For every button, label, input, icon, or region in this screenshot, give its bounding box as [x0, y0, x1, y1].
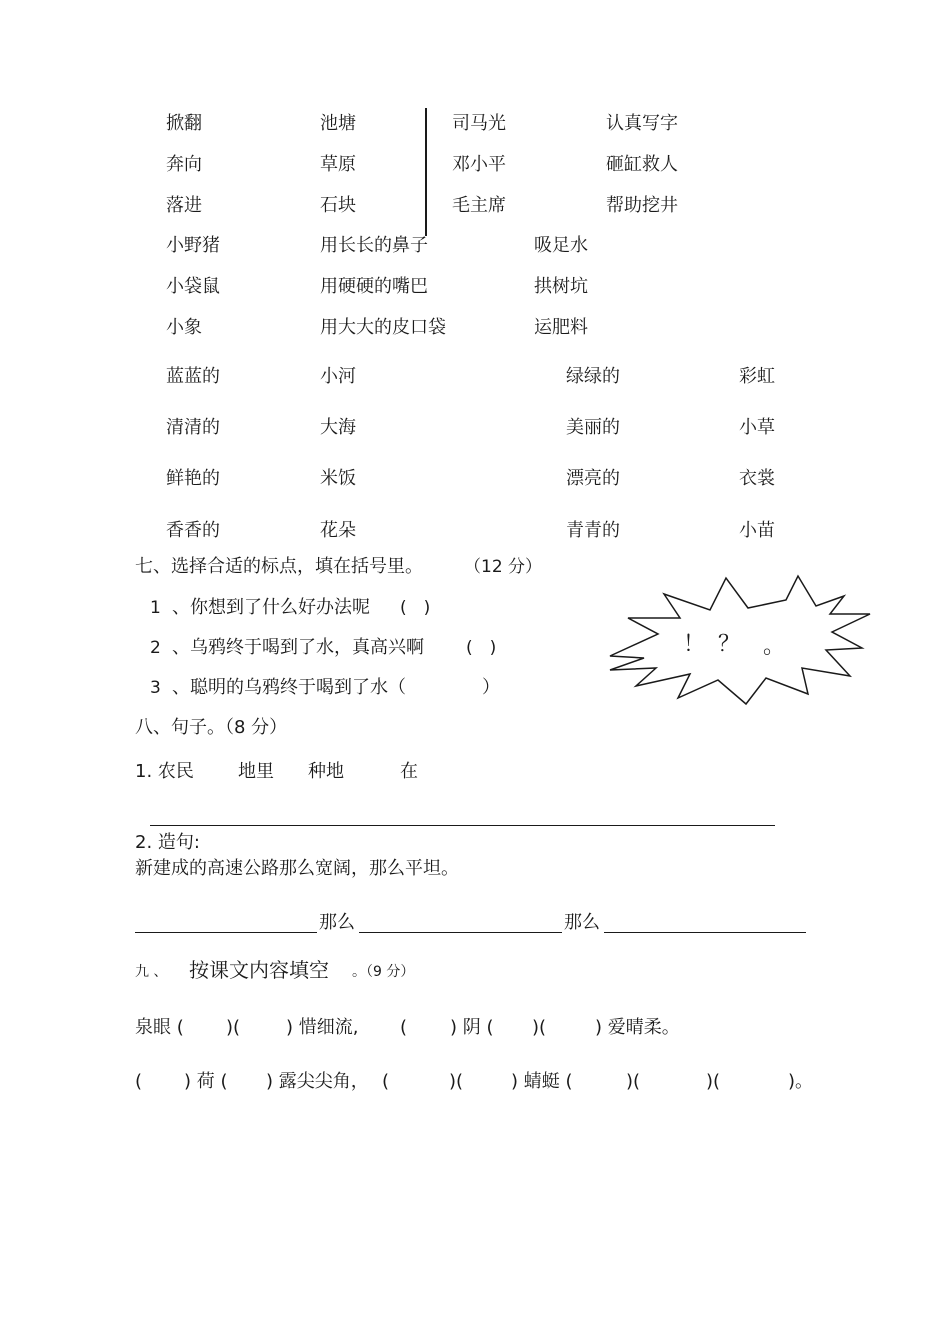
- match3-col1-item: 鲜艳的: [166, 468, 220, 489]
- match3-col1-item: 香香的: [166, 520, 220, 541]
- answer-line[interactable]: [604, 932, 806, 933]
- match3-col4-item: 小苗: [739, 520, 775, 541]
- poem-line1-part: (: [400, 1017, 408, 1038]
- section9-score: 。（9 分）: [352, 964, 415, 980]
- poem-line2-part: ) 荷 (: [184, 1071, 228, 1092]
- answer-line[interactable]: [135, 932, 317, 933]
- q1-word: 在: [400, 761, 418, 782]
- poem-line1-part: 泉眼 (: [135, 1017, 184, 1038]
- poem-line2-part: (: [382, 1071, 390, 1092]
- match3-col2-item: 米饭: [320, 468, 356, 489]
- match1-col1-item: 掀翻: [166, 113, 202, 134]
- match3-col2-item: 小河: [320, 366, 356, 387]
- poem-line1-part: ) 阴 (: [450, 1017, 494, 1038]
- match2-col2-item: 用大大的皮口袋: [320, 317, 446, 338]
- match3-col3-item: 青青的: [566, 520, 620, 541]
- divider-line: [425, 108, 427, 236]
- match1-col1-item: 奔向: [166, 154, 202, 175]
- section7-title: 七、选择合适的标点，填在括号里。: [135, 556, 423, 577]
- match3-col3-item: 美丽的: [566, 417, 620, 438]
- match2-col3-item: 运肥料: [534, 317, 588, 338]
- match1-col4-item: 认真写字: [606, 113, 678, 134]
- question-number: 1: [150, 598, 161, 618]
- pattern-word: 那么: [319, 912, 355, 933]
- match2-col2-item: 用长长的鼻子: [320, 235, 428, 256]
- poem-line1-part: )(: [532, 1017, 547, 1038]
- match2-col2-item: 用硬硬的嘴巴: [320, 276, 428, 297]
- match2-col3-item: 拱树坑: [534, 276, 588, 297]
- poem-line2-part: (: [135, 1071, 143, 1092]
- poem-line2-part: )(: [449, 1071, 464, 1092]
- period-mark: 。: [763, 634, 786, 659]
- match2-col1-item: 小袋鼠: [166, 276, 220, 297]
- match1-col2-item: 石块: [320, 195, 356, 216]
- question-text: 、聪明的乌鸦终于喝到了水（: [172, 677, 406, 698]
- answer-line[interactable]: [359, 932, 562, 933]
- match3-col2-item: 大海: [320, 417, 356, 438]
- match1-col3-item: 司马光: [452, 113, 506, 134]
- match1-col4-item: 砸缸救人: [606, 154, 678, 175]
- q2-example: 新建成的高速公路那么宽阔，那么平坦。: [135, 858, 459, 879]
- answer-paren[interactable]: ( ): [400, 598, 431, 618]
- question-mark: ？: [718, 632, 741, 657]
- match3-col1-item: 清清的: [166, 417, 220, 438]
- match3-col4-item: 彩虹: [739, 366, 775, 387]
- poem-line2-part: )(: [706, 1071, 721, 1092]
- poem-line1-part: ) 惜细流,: [286, 1017, 359, 1038]
- match1-col4-item: 帮助挖井: [606, 195, 678, 216]
- poem-line2-part: ) 蜻蜓 (: [511, 1071, 573, 1092]
- poem-line1-part: )(: [226, 1017, 241, 1038]
- match2-col1-item: 小象: [166, 317, 202, 338]
- match3-col3-item: 漂亮的: [566, 468, 620, 489]
- match3-col1-item: 蓝蓝的: [166, 366, 220, 387]
- poem-line2-part: )(: [626, 1071, 641, 1092]
- q2-label: 2. 造句:: [135, 832, 200, 853]
- match3-col3-item: 绿绿的: [566, 366, 620, 387]
- match1-col2-item: 池塘: [320, 113, 356, 134]
- answer-line[interactable]: [150, 825, 775, 826]
- exclamation-mark: ！: [683, 632, 706, 657]
- section8-title: 八、句子。（8 分）: [135, 717, 288, 738]
- match2-col1-item: 小野猪: [166, 235, 220, 256]
- match3-col2-item: 花朵: [320, 520, 356, 541]
- match3-col4-item: 小草: [739, 417, 775, 438]
- q1-word: 种地: [308, 761, 344, 782]
- section9-title: 按课文内容填空: [189, 958, 329, 982]
- section7-score: （12 分）: [464, 557, 543, 577]
- answer-paren[interactable]: ）: [482, 677, 500, 698]
- match3-col4-item: 衣裳: [739, 468, 775, 489]
- match1-col2-item: 草原: [320, 154, 356, 175]
- q1-label: 1. 农民: [135, 761, 194, 782]
- poem-line1-part: ) 爱晴柔。: [595, 1017, 680, 1038]
- question-number: 3: [150, 678, 161, 698]
- poem-line2-part: )。: [788, 1071, 814, 1092]
- match2-col3-item: 吸足水: [534, 235, 588, 256]
- question-number: 2: [150, 638, 161, 658]
- match1-col3-item: 邓小平: [452, 154, 506, 175]
- poem-line2-part: ) 露尖尖角，: [266, 1071, 369, 1092]
- match1-col1-item: 落进: [166, 195, 202, 216]
- answer-paren[interactable]: ( ): [466, 638, 497, 658]
- match1-col3-item: 毛主席: [452, 195, 506, 216]
- pattern-word: 那么: [564, 912, 600, 933]
- section9-number: 九 、: [135, 964, 168, 980]
- question-text: 、乌鸦终于喝到了水，真高兴啊: [172, 637, 424, 658]
- q1-word: 地里: [238, 761, 274, 782]
- question-text: 、你想到了什么好办法呢: [172, 597, 370, 618]
